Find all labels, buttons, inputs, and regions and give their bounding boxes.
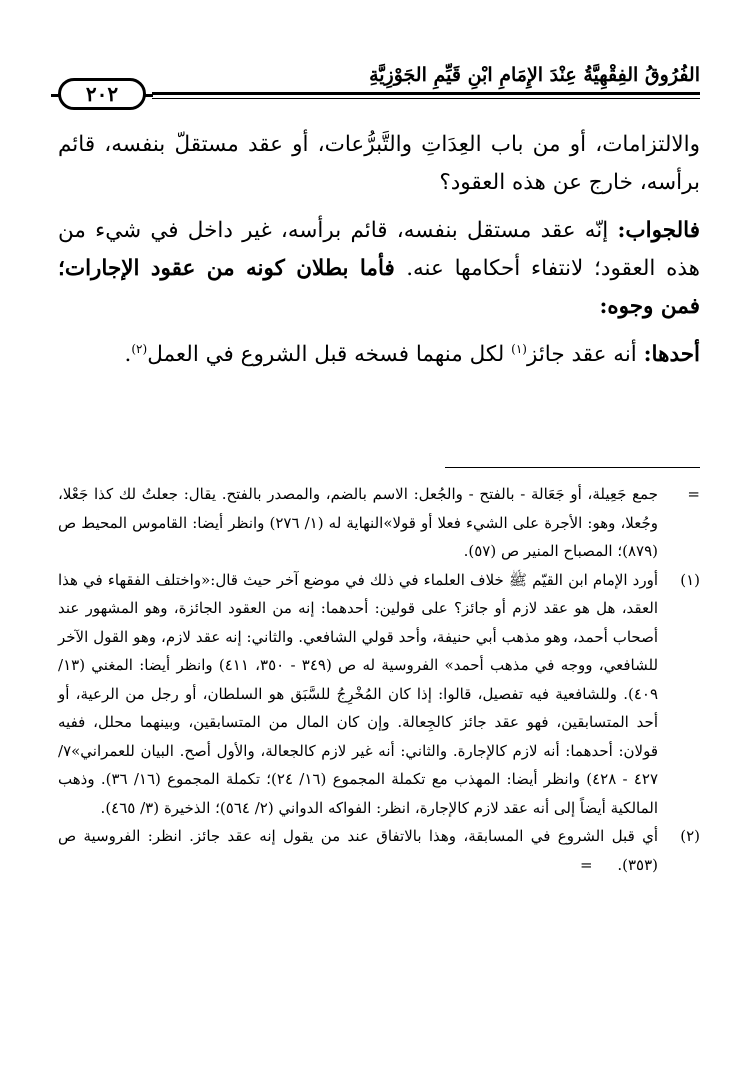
page-number: ٢٠٢ xyxy=(58,78,146,110)
first-reason-label: أحدها: xyxy=(643,342,700,367)
answer-text: إنّه عقد مستقل بنفسه، قائم برأسه، غير داخل في شيء من هذه العقود؛ لانتفاء أحكامها عنه. xyxy=(58,218,700,281)
paragraph-answer xyxy=(58,212,700,326)
header-rule xyxy=(152,92,700,95)
footnote-2 xyxy=(58,822,700,879)
footnote-text: أورد الإمام ابن القيّم ﷺ خلاف العلماء في ذلك في موضع آخر حيث قال:«واختلف الفقهاء في هذا العقد، هل هو عقد لازم أو جائز؟ على قولين: أحدهما: إنه من العقود الجائزة، وهو المشهور عند أصحاب أحمد، وهو مذهب أبي حنيفة، وأحد قولي الشافعي. والثاني: إنه عقد لازم، وهو القول الآخر للشافعي، ووجه في مذهب أحمد» الفروسية له ص (٣٤٩ - ٣٥٠، ٤١١) وانظر أيضا: المغني (١٣/ ٤٠٩). وللشافعية فيه تفصيل، قالوا: إذا كان المُخْرِجُ للسَّبَق هو السلطان، أو رجل من الرعية، أو أحد المتسابقين، فهو عقد جائز كالجِعالة. وإن كان المال من المتسابقين، وبينهما محلل، ففيه قولان: أحدهما: أنه لازم كالإجارة. والثاني: أنه غير لازم كالجعالة، والأول أصح. البيان للعمراني»٧/ ٤٢٧ - ٤٢٨) وانظر أيضا: المهذب مع تكملة المجموع (١٦/ ٢٤)؛ تكملة المجموع (١٦/ ٣٦). وذهب المالكية أيضاً إلى أنه عقد لازم كالإجارة، انظر: الفواكه الدواني (٢/ ٥٦٤)؛ الذخيرة (٣/ ٤٦٥). xyxy=(58,570,659,817)
header-rule-thin xyxy=(152,98,700,99)
footnote-ref-2: (٢) xyxy=(131,341,148,356)
running-header xyxy=(58,64,700,108)
book-title: الفُرُوقُ الفِقْهِيَّةُ عِنْدَ الإِمَامِ ابْنِ قَيِّمِ الجَوْزِيَّةِ xyxy=(369,64,700,86)
answer-label: فالجواب: xyxy=(617,218,700,243)
footnotes xyxy=(58,480,700,879)
first-reason-text-b: لكل منهما فسخه قبل الشروع في العمل xyxy=(147,342,512,367)
footnote-continued xyxy=(58,480,700,566)
footnote-text: جمع جَعِيلة، أو جَعَالة - بالفتح - والجُعل: الاسم بالضم، والمصدر بالفتح. يقال: جعلتُ لك كذا جَعْلا، وجُعلا، وهو: الأجرة على الشيء فعلا أو قولا»النهاية له (١/ ٢٧٦) وانظر أيضا: القاموس المحيط ص (٨٧٩)؛ المصباح المنير ص (٥٧). xyxy=(58,485,658,560)
paragraph-first-reason xyxy=(58,336,700,374)
footnote-1 xyxy=(58,566,700,823)
answer-conclusion: فأما بطلان كونه من عقود الإجارات؛ فمن وجوه: xyxy=(58,256,700,319)
footnote-mark: = xyxy=(687,485,700,503)
continuation-mark: = xyxy=(579,855,593,874)
first-reason-text-a: أنه عقد جائز xyxy=(526,342,644,367)
paragraph-question: والالتزامات، أو من باب العِدَاتِ والتَّبرُّعات، أو عقد مستقلّ بنفسه، قائم برأسه، خارج عن هذه العقود؟ xyxy=(58,132,700,195)
footnote-mark: (٢) xyxy=(680,827,700,845)
footnote-text: أي قبل الشروع في المسابقة، وهذا بالاتفاق عند من يقول إنه عقد جائز. انظر: الفروسية ص (٣٥٣). xyxy=(58,827,658,874)
footnote-mark: (١) xyxy=(680,570,700,589)
footnote-separator xyxy=(445,467,700,468)
footnote-ref-1: (١) xyxy=(511,341,527,356)
main-text xyxy=(58,126,700,384)
first-reason-end: . xyxy=(124,342,132,367)
